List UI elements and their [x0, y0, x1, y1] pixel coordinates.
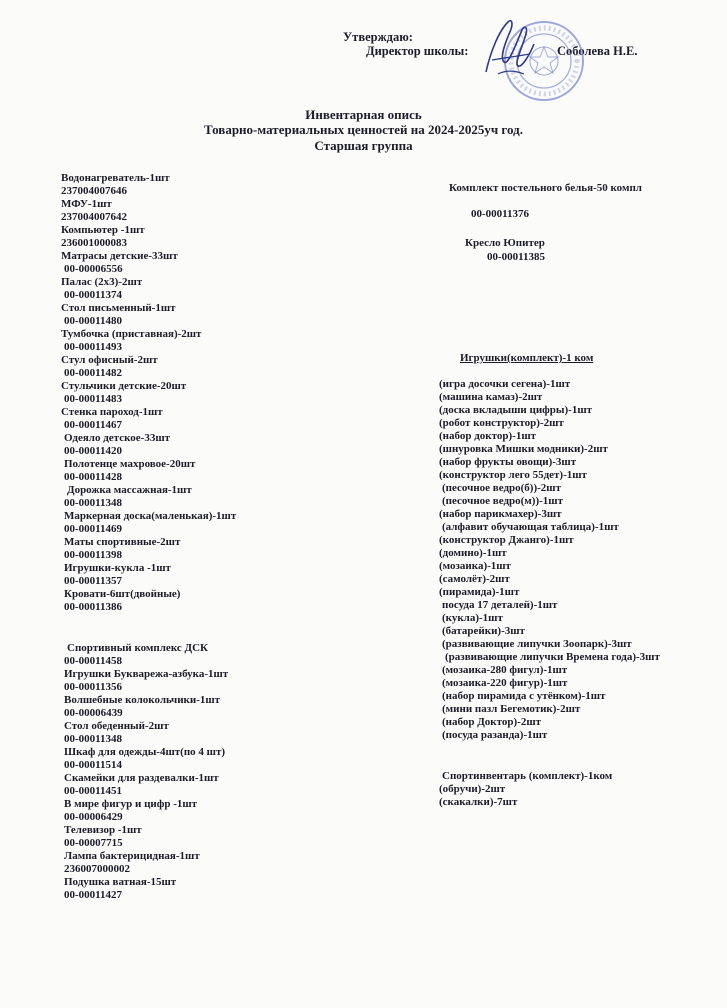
- list-item: (батарейки)-3шт: [442, 625, 525, 637]
- list-item: Дорожка массажная-1шт: [67, 484, 192, 496]
- list-item: МФУ-1шт: [61, 198, 112, 210]
- list-item: 237004007642: [61, 211, 127, 223]
- list-item: Маркерная доска(маленькая)-1шт: [64, 510, 237, 522]
- list-item: Компьютер -1шт: [61, 224, 145, 236]
- inventory-list-right: [439, 378, 660, 809]
- list-item: Тумбочка (приставная)-2шт: [61, 328, 202, 340]
- bedding-set-item: Комплект постельного белья-50 компл: [449, 182, 642, 194]
- list-item: 00-00011374: [64, 289, 123, 301]
- list-item: 00-00011398: [64, 549, 123, 561]
- director-label: Директор школы:: [366, 44, 469, 58]
- list-item: (песочное ведро(м))-1шт: [442, 495, 563, 507]
- list-item: 00-00011357: [64, 575, 123, 587]
- director-signature-icon: [478, 14, 538, 84]
- list-item: 237004007646: [61, 185, 127, 197]
- list-item: (песочное ведро(б))-2шт: [442, 482, 561, 494]
- list-item: 00-00007715: [64, 837, 123, 849]
- list-item: 236007000002: [64, 863, 130, 875]
- list-item: 236001000083: [61, 237, 127, 249]
- list-item: (доска вкладыши цифры)-1шт: [439, 404, 593, 416]
- director-name: Соболева Н.Е.: [557, 44, 638, 58]
- list-item: Игрушки-кукла -1шт: [64, 562, 171, 574]
- group-name: Старшая группа: [314, 138, 413, 153]
- list-item: (конструктор лего 55дет)-1шт: [439, 469, 587, 481]
- list-item: Маты спортивные-2шт: [64, 536, 181, 548]
- list-item: (пирамида)-1шт: [439, 586, 520, 598]
- list-item: Стенка пароход-1шт: [61, 406, 163, 418]
- list-item: Телевизор -1шт: [64, 824, 142, 836]
- list-item: Стол обеденный-2шт: [64, 720, 169, 732]
- list-item: 00-00011482: [64, 367, 123, 379]
- list-item: (домино)-1шт: [439, 547, 507, 559]
- list-item: 00-00011458: [64, 655, 123, 667]
- list-item: 00-00006429: [64, 811, 123, 823]
- list-item: Кровати-6шт(двойные): [64, 588, 181, 600]
- list-item: 00-00011420: [64, 445, 123, 457]
- list-item: (мозаика)-1шт: [439, 560, 511, 572]
- approval-label: Утверждаю:: [343, 30, 413, 44]
- chair-code: 00-00011385: [487, 251, 546, 263]
- list-item: Шкаф для одежды-4шт(по 4 шт): [64, 746, 226, 758]
- list-item: 00-00011386: [64, 601, 123, 613]
- list-item: В мире фигур и цифр -1шт: [64, 798, 198, 810]
- list-item: Подушка ватная-15шт: [64, 876, 177, 888]
- list-item: Стул офисный-2шт: [61, 354, 158, 366]
- list-item: (кукла)-1шт: [442, 612, 503, 624]
- list-item: (робот конструктор)-2шт: [439, 417, 564, 429]
- list-item: Игрушки Букварежа-азбука-1шт: [64, 668, 229, 680]
- list-item: (развивающие липучки Зоопарк)-3шт: [442, 638, 632, 650]
- list-item: 00-00011348: [64, 733, 123, 745]
- document-title: Инвентарная опись: [305, 107, 422, 122]
- list-item: посуда 17 деталей)-1шт: [442, 599, 558, 611]
- list-item: (набор доктор)-1шт: [439, 430, 537, 442]
- list-item: 00-00011480: [64, 315, 123, 327]
- list-item: Лампа бактерицидная-1шт: [64, 850, 200, 862]
- list-item: (обручи)-2шт: [439, 783, 506, 795]
- list-item: 00-00011493: [64, 341, 123, 353]
- list-item: 00-00011427: [64, 889, 123, 901]
- list-item: Палас (2х3)-2шт: [61, 276, 143, 288]
- list-item: (развивающие липучки Времена года)-3шт: [445, 651, 660, 663]
- list-item: 00-00011428: [64, 471, 123, 483]
- list-item: 00-00011451: [64, 785, 123, 797]
- list-item: 00-00006556: [64, 263, 123, 275]
- list-item: (набор фрукты овощи)-3шт: [439, 456, 577, 468]
- list-item: (набор пирамида с утёнком)-1шт: [442, 690, 606, 702]
- list-item: Матрасы детские-33шт: [61, 250, 178, 262]
- list-item: 00-00011483: [64, 393, 123, 405]
- list-item: 00-00011348: [64, 497, 123, 509]
- list-item: (конструктор Джанго)-1шт: [439, 534, 574, 546]
- list-item: 00-00011356: [64, 681, 123, 693]
- list-item: Водонагреватель-1шт: [61, 172, 170, 184]
- list-item: (мозаика-220 фигур)-1шт: [442, 677, 568, 689]
- list-item: (набор Доктор)-2шт: [442, 716, 542, 728]
- list-item: Скамейки для раздевалки-1шт: [64, 772, 219, 784]
- list-item: (набор парикмахер)-3шт: [439, 508, 562, 520]
- list-item: Одеяло детское-33шт: [64, 432, 171, 444]
- list-item: (мозаика-280 фигул)-1шт: [442, 664, 568, 676]
- list-item: (скакалки)-7шт: [439, 796, 518, 808]
- list-item: Стульчики детские-20шт: [61, 380, 187, 392]
- list-item: (шнуровка Мишки модники)-2шт: [439, 443, 608, 455]
- list-item: Волшебные колокольчики-1шт: [64, 694, 221, 706]
- toys-set-title: Игрушки(комплект)-1 ком: [460, 352, 594, 364]
- list-item: (игра досочки сегена)-1шт: [439, 378, 571, 390]
- list-item: (мини пазл Бегемотик)-2шт: [442, 703, 581, 715]
- list-item: (посуда разанда)-1шт: [442, 729, 548, 741]
- list-item: (самолёт)-2шт: [439, 573, 510, 585]
- list-item: 00-00006439: [64, 707, 123, 719]
- bedding-set-code: 00-00011376: [471, 208, 530, 220]
- inventory-list-left: [61, 172, 236, 902]
- chair-item: Кресло Юпитер: [465, 237, 545, 249]
- document-subtitle: Товарно-материальных ценностей на 2024-2025уч год.: [204, 122, 523, 137]
- list-item: (машина камаз)-2шт: [439, 391, 543, 403]
- list-item: 00-00011469: [64, 523, 123, 535]
- list-item: 00-00011514: [64, 759, 123, 771]
- list-item: 00-00011467: [64, 419, 123, 431]
- list-item: Стол письменный-1шт: [61, 302, 176, 314]
- sport-set-title: Спортинвентарь (комплект)-1ком: [442, 770, 613, 782]
- list-item: (алфавит обучающая таблица)-1шт: [442, 521, 619, 533]
- list-item: Спортивный комплекс ДСК: [67, 642, 209, 654]
- list-item: Полотенце махровое-20шт: [64, 458, 196, 470]
